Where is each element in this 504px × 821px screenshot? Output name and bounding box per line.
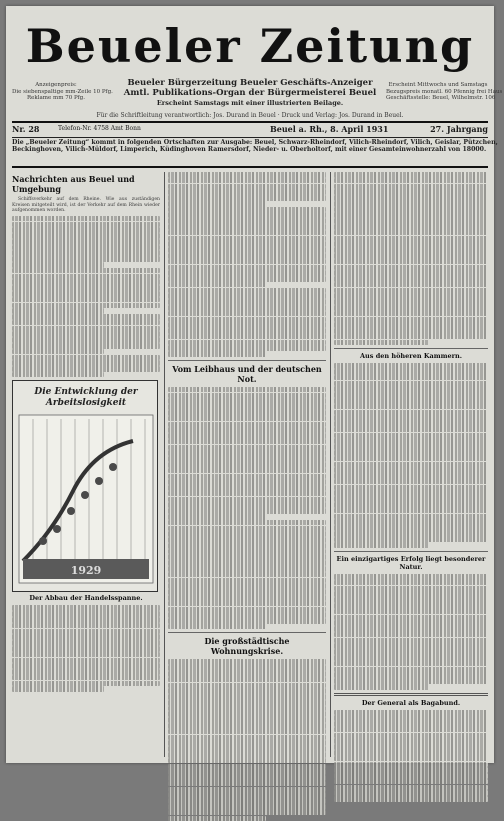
cartoon-drawing — [13, 411, 159, 591]
article-text: Schiffsverkehr auf dem Rheine. Wie aus zuständigen Kreisen mitgeteilt wird, ist der Verkehr auf dem Rhein wieder aufgenommen worden. — [12, 197, 160, 214]
text-block — [168, 387, 326, 630]
subscription-box — [386, 82, 503, 102]
article-heading: Der Abbau der Handelsspanne. — [29, 594, 143, 603]
separator — [168, 360, 326, 361]
newspaper-page — [6, 6, 503, 763]
subscription-line: Erscheint Mittwochs und Samstags — [388, 82, 488, 88]
dateline — [12, 122, 488, 136]
cartoon-illustration — [12, 380, 158, 592]
text-block — [334, 172, 488, 345]
text-block — [334, 363, 488, 548]
column-divider — [330, 172, 331, 757]
section-heading: Nachrichten aus Beuel und Umgebung — [12, 174, 135, 194]
text-block — [12, 216, 160, 378]
text-block — [334, 574, 488, 689]
ad-price-line: Die siebenspaltige mm-Zeile 10 Pfg. — [12, 88, 113, 95]
issue-number: Nr. 28 — [12, 124, 40, 134]
subtitle-line: Beueler Bürgerzeitung Beueler Geschäfts-Anzeiger — [127, 78, 373, 88]
article-heading: Der General als Bagabund. — [361, 698, 461, 707]
editor-info: Für die Schriftleitung verantwortlich: Jos. Durand in Beuel · Druck und Verlag: Jos. Durand in Beuel. — [96, 112, 404, 119]
ad-price-line: Reklame mm 70 Pfg. — [27, 95, 85, 102]
cartoon-title: Die Entwicklung der Arbeitslosigkeit — [34, 387, 138, 409]
subscription-line: Geschäftsstelle: Beuel, Wilhelmstr. 106 — [386, 95, 496, 102]
issue-date: Beuel a. Rh., 8. April 1931 — [270, 124, 389, 134]
column-left — [12, 172, 160, 757]
subtitle-line: Erscheint Samstags mit einer illustrierten Beilage. — [156, 99, 344, 107]
phone-number: Telefon-Nr. 4758 Amt Bonn — [58, 125, 141, 132]
rule — [12, 166, 488, 168]
text-block — [168, 172, 326, 357]
article-heading: Ein einzigartiges Erfolg liegt besonderer Natur. — [336, 555, 486, 572]
column-divider — [164, 172, 165, 757]
text-block — [168, 659, 326, 821]
column-right — [334, 172, 488, 757]
ad-price-line: Anzeigenpreis: — [35, 82, 77, 88]
article-heading: Die großstädtische Wohnungskrise. — [204, 636, 290, 657]
masthead-subtitle — [66, 78, 434, 108]
rule — [12, 137, 488, 138]
announcement-line: Beckinghoven, Vilich-Müldorf, Limperich, Küdinghoven Ramersdorf, Nieder- u. Oberholtorf, mit einer Gesamteinwohnerzahl von 18000. — [12, 146, 487, 154]
volume-number: 27. Jahrgang — [430, 124, 488, 134]
text-block — [334, 710, 488, 802]
separator — [334, 551, 488, 552]
masthead-title: Beueler Zeitung — [25, 19, 475, 73]
cartoon-year: 1929 — [70, 564, 102, 578]
text-block — [12, 605, 160, 692]
article-heading: Aus den höheren Kammern. — [360, 352, 462, 361]
column-middle — [168, 172, 326, 757]
subtitle-line: Amtl. Publikations-Organ der Bürgermeisterei Beuel — [123, 88, 377, 98]
separator — [334, 693, 488, 696]
article-heading: Vom Leibhaus und der deutschen Not. — [172, 363, 322, 384]
separator — [334, 348, 488, 349]
separator — [168, 632, 326, 633]
subscription-line: Bezugspreis monatl. 60 Pfennig frei Haus — [386, 88, 503, 95]
announcement-line: Die „Beueler Zeitung“ kommt in folgenden Ortschaften zur Ausgabe: Beuel, Schwarz-Rheindorf, Vilich-Rheindorf, Vilich, Geislar, Pützchen, — [12, 139, 498, 146]
distribution-announcement — [12, 139, 498, 154]
